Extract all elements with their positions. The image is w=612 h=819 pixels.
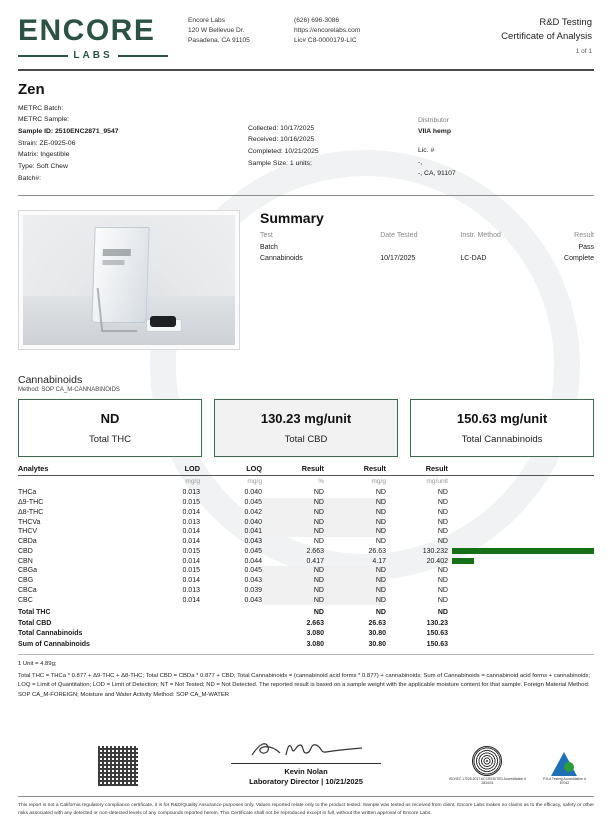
table-row (18, 595, 594, 605)
encore-labs-logo (18, 16, 168, 61)
cannabinoids-title: Cannabinoids (18, 374, 83, 387)
analyte-result-pct: ND (262, 507, 324, 517)
analyte-lod: 0.015 (182, 498, 200, 506)
analyte-bar-cell (448, 576, 594, 586)
col-bar-chart (448, 464, 594, 476)
signature-block (168, 735, 444, 786)
analyte-bar-cell (448, 537, 594, 547)
signature-mark-icon (168, 735, 444, 761)
analyte-name: CBDa (18, 538, 37, 546)
distributor-address-1: -, (418, 158, 423, 166)
iso-seal-icon (472, 746, 502, 776)
analyte-rows (18, 476, 594, 605)
date-completed: Completed: 10/21/2025 (248, 147, 319, 155)
analyte-loq: 0.042 (244, 508, 262, 516)
page-header (18, 0, 594, 61)
analyte-header-row (18, 464, 594, 476)
analyte-result-pct: ND (262, 498, 324, 508)
total-label: Total THC (18, 609, 51, 617)
unit-bar (448, 476, 594, 488)
document-title-block (501, 16, 594, 55)
analyte-lod: 0.014 (182, 577, 200, 585)
total-label: Sum of Cannabinoids (18, 640, 90, 648)
col-result-pct: Result (262, 464, 324, 476)
unit-analytes (18, 476, 138, 488)
analyte-bar-cell (448, 517, 594, 527)
analyte-result-mgg: ND (324, 498, 386, 508)
analyte-result-mgg: ND (375, 538, 386, 546)
cannabinoid-summary-boxes (18, 399, 594, 457)
total-mgg: ND (375, 609, 386, 617)
summary-table (260, 231, 594, 264)
unit-mgunit: mg/unit (426, 477, 448, 485)
col-analytes: Analytes (18, 464, 138, 476)
total-loq (200, 605, 262, 617)
total-thc-value: ND (100, 411, 120, 427)
table-bottom-divider (18, 654, 594, 655)
table-row (18, 546, 594, 556)
table-row (18, 498, 594, 508)
summary-col-method: Instr. Method (460, 232, 501, 240)
signatory-name: Kevin Nolan (284, 766, 328, 776)
summary-date: 10/17/2025 (380, 255, 416, 263)
total-loq (200, 618, 262, 629)
pjla-logo-icon (551, 752, 577, 776)
summary-method: LC-DAD (460, 255, 487, 263)
distributor-info (418, 103, 456, 185)
definitions-note: Total THC = THCa * 0.877 + Δ9-THC + Δ8-THC; Total CBD = CBDa * 0.877 + CBD; Total Cannabinoids = (cannabinoid acid forms * 0.877) + cannabinoids; Sum of Cannabinoids = cannabinoid acid forms + cannabinoids; LOQ = Limit of Quantitation; LOD = Limit of Detection; NT = Not Tested; ND = Not Detected. The reported result is based on a sample weight with the applicable moisture content for that sample. Foreign Material Method: SOP CA_M-FOREIGN; Moisture and Water Activity Method: SOP CA_M-WATER (18, 672, 591, 698)
analyte-units-row (18, 476, 594, 488)
total-thc-box (18, 399, 202, 457)
unit-lod: mg/g (185, 477, 200, 485)
lab-city: Pasadena, CA 91105 (188, 37, 250, 45)
cannabinoids-method: Method: SOP CA_M-CANNABINOIDS (18, 387, 120, 394)
date-collected: Collected: 10/17/2025 (248, 124, 315, 132)
strain: Strain: ZE-0925-06 (18, 139, 76, 147)
iso-accreditation-badge (444, 746, 531, 786)
cannabinoids-section (18, 374, 594, 700)
analyte-bar-cell (448, 586, 594, 596)
analyte-name: CBGa (18, 567, 38, 575)
logo-subtext: LABS (73, 50, 113, 61)
table-row (18, 576, 594, 586)
analyte-bar-cell (448, 566, 594, 576)
analyte-result-pct: ND (313, 489, 324, 497)
pjla-caption: PJLA Testing Accreditation # 87042 (543, 776, 586, 786)
analyte-result-pct: ND (262, 527, 324, 537)
sample-photo-frame (18, 210, 240, 350)
sample-info (18, 103, 594, 185)
total-loq (200, 639, 262, 650)
total-cannabinoids-box (410, 399, 594, 457)
sample-dates (248, 103, 418, 185)
signature-row (18, 735, 594, 786)
summary-method (460, 242, 540, 253)
accreditation-badges (444, 746, 594, 786)
analyte-name: CBD (18, 547, 33, 555)
analyte-result-mgg: ND (324, 527, 386, 537)
total-row (18, 628, 594, 639)
total-mgg: 30.80 (368, 640, 386, 648)
total-pct: ND (313, 609, 324, 617)
table-row (18, 488, 594, 498)
total-mgunit: 150.63 (426, 630, 448, 638)
doc-type: R&D Testing (539, 17, 592, 28)
summary-header-row (260, 231, 594, 242)
analyte-result-mgg: 4.17 (372, 557, 386, 565)
analyte-lod: 0.013 (182, 489, 200, 497)
lab-name: Encore Labs (188, 17, 226, 24)
total-mgg: 30.80 (368, 630, 386, 638)
distributor-license-label: Lic. # (418, 146, 435, 154)
lab-contact (280, 16, 430, 47)
sample-info-left (18, 103, 248, 185)
analyte-lod: 0.013 (182, 518, 200, 526)
table-row (18, 566, 594, 576)
analyte-bar-cell (448, 527, 594, 537)
total-label: Total Cannabinoids (18, 630, 83, 638)
total-row (18, 618, 594, 629)
metrc-sample: METRC Sample: (18, 116, 69, 124)
analyte-name: Δ9-THC (18, 498, 44, 506)
analyte-lod: 0.014 (182, 557, 200, 565)
analyte-result-mgunit: ND (437, 489, 448, 497)
table-row (18, 527, 594, 537)
total-bar (448, 639, 594, 650)
analyte-lod: 0.014 (182, 528, 200, 536)
analyte-result-pct: 0.417 (306, 557, 324, 565)
date-received: Received: 10/16/2025 (248, 136, 315, 144)
iso-caption: ISO/IEC 17025:2017 ACCREDITED Accreditation # 2834/01 (448, 776, 527, 786)
analyte-lod: 0.014 (182, 596, 200, 604)
total-mgunit: 150.63 (426, 640, 448, 648)
total-cbd-label: Total CBD (284, 434, 328, 446)
logo-rule-right (118, 55, 168, 57)
col-result-mgg: Result (324, 464, 386, 476)
summary-result: Complete (564, 255, 594, 263)
lab-license: Lic# C8-0000179-LIC (294, 37, 357, 45)
analyte-result-mgunit: ND (437, 567, 448, 575)
table-row (260, 242, 594, 253)
lab-phone: (626) 696-3086 (294, 17, 340, 24)
sample-size: Sample Size: 1 units; (248, 159, 312, 167)
logo-rule-left (18, 55, 68, 57)
total-bar (448, 628, 594, 639)
total-cannabinoids-value: 150.63 mg/unit (456, 411, 548, 427)
analyte-lod: 0.014 (182, 538, 200, 546)
analyte-loq: 0.045 (244, 567, 262, 575)
analyte-bar-cell (448, 488, 594, 498)
total-cbd-value: 130.23 mg/unit (260, 411, 352, 427)
matrix: Matrix: Ingestible (18, 151, 70, 159)
distributor-label: Distributor (418, 116, 449, 124)
analyte-name: CBG (18, 577, 34, 585)
analyte-loq: 0.039 (244, 587, 262, 594)
analyte-loq: 0.045 (244, 498, 262, 506)
total-mgunit: ND (437, 609, 448, 617)
total-loq (200, 628, 262, 639)
analyte-name: THCa (18, 489, 37, 497)
cannabinoids-footnote (18, 660, 594, 700)
signature-line (231, 763, 381, 764)
analyte-bar (452, 558, 474, 564)
photo-stand (97, 288, 138, 332)
analyte-result-mgunit: ND (437, 587, 448, 594)
analyte-lod: 0.015 (182, 567, 200, 575)
total-mgg: 26.63 (368, 619, 386, 627)
summary-col-result: Result (574, 232, 594, 240)
analyte-bar-cell (448, 556, 594, 566)
distributor-name: VIIA hemp (418, 128, 451, 136)
summary-test: Cannabinoids (260, 255, 303, 263)
total-row (18, 605, 594, 617)
analyte-result-mgunit: 130.232 (422, 547, 448, 555)
unit-mgg: mg/g (371, 477, 386, 485)
analyte-loq: 0.044 (244, 557, 262, 565)
total-pct: 3.080 (306, 640, 324, 648)
table-row (18, 537, 594, 547)
analyte-name: CBC (18, 596, 33, 604)
analyte-loq: 0.041 (244, 528, 262, 536)
analyte-result-mgg: ND (324, 576, 386, 586)
summary-result: Pass (578, 244, 594, 252)
total-cannabinoids-label: Total Cannabinoids (461, 434, 543, 446)
analyte-loq: 0.043 (244, 538, 262, 546)
summary-col-test: Test (260, 232, 273, 240)
col-lod: LOD (138, 464, 200, 476)
analyte-name: CBCa (18, 587, 37, 594)
analyte-bar-cell (448, 595, 594, 605)
product-type: Type: Soft Chew (18, 163, 68, 171)
analyte-result-mgunit: ND (437, 577, 448, 585)
analyte-result-mgg: ND (324, 507, 386, 517)
analyte-result-pct: 2.663 (306, 547, 324, 555)
metrc-batch: METRC Batch: (18, 104, 64, 112)
analyte-loq: 0.040 (244, 518, 262, 526)
summary-heading: Summary (260, 210, 324, 227)
total-lod (138, 639, 200, 650)
summary-date (380, 242, 460, 253)
analyte-result-mgunit: ND (437, 518, 448, 526)
table-row (18, 517, 594, 527)
total-thc-label: Total THC (88, 434, 132, 446)
doc-title: Certificate of Analysis (501, 30, 592, 42)
analyte-loq: 0.043 (244, 577, 262, 585)
total-cbd-box (214, 399, 398, 457)
unit-conversion-note: 1 Unit = 4.89g; (18, 661, 57, 668)
lab-address (168, 16, 280, 47)
total-bar (448, 618, 594, 629)
summary-section (240, 210, 594, 350)
analyte-totals (18, 605, 594, 649)
distributor-address-2: -, CA, 91107 (418, 170, 456, 178)
analyte-result-mgg: ND (324, 586, 386, 596)
total-label: Total CBD (18, 619, 52, 627)
total-lod (138, 605, 200, 617)
analyte-loq: 0.045 (244, 547, 262, 555)
table-row (18, 507, 594, 517)
analyte-name: THCV (18, 528, 38, 536)
analyte-name: Δ8-THC (18, 508, 44, 516)
total-row (18, 639, 594, 650)
analyte-bar-cell (448, 507, 594, 517)
header-divider (18, 69, 594, 71)
total-mgunit: 130.23 (426, 619, 448, 627)
total-pct: 2.663 (306, 619, 324, 627)
cannabinoids-table (18, 464, 594, 649)
qr-code-wrap[interactable] (18, 746, 168, 786)
analyte-result-pct: ND (262, 517, 324, 527)
analyte-result-mgg: 26.63 (368, 547, 386, 555)
total-pct: 3.080 (306, 630, 324, 638)
analyte-result-mgunit: 20.402 (426, 557, 448, 565)
analyte-result-pct: ND (262, 576, 324, 586)
analyte-result-mgunit: ND (437, 508, 448, 516)
analyte-result-mgg: ND (324, 595, 386, 605)
analyte-bar (452, 548, 594, 554)
summary-col-date: Date Tested (380, 232, 418, 240)
logo-wordmark: ENCORE (18, 14, 156, 47)
analyte-result-mgg: ND (324, 517, 386, 527)
sample-photo (23, 215, 235, 345)
analyte-loq: 0.043 (244, 596, 262, 604)
analyte-name: CBN (18, 557, 33, 565)
footer-divider (18, 796, 594, 797)
analyte-result-mgunit: ND (437, 498, 448, 506)
analyte-result-pct: ND (262, 595, 324, 605)
lab-street: 120 W Bellevue Dr. (188, 27, 245, 35)
signatory-role: Laboratory Director | 10/21/2025 (249, 776, 363, 786)
pjla-accreditation-badge (539, 752, 590, 786)
table-row (260, 253, 594, 264)
legal-disclaimer: This report is not a California regulatory compliance certificate, it is for R&D/Quality Assurance purposes only. Values reported relate only to the product tested. Sample was tested as received from client. Encore Labs makes no claims as to the efficacy, safety or other risks associated with any detected or non-detected levels of any compounds reported herein. This Certificate shall not be reproduced except in full, without the written approval of Encore Labs. (18, 802, 594, 817)
unit-loq: mg/g (247, 477, 262, 485)
analyte-result-mgunit: ND (437, 596, 448, 604)
table-row (18, 556, 594, 566)
analyte-result-mgg: ND (324, 566, 386, 576)
analyte-result-mgunit: ND (437, 538, 448, 546)
analyte-result-mgunit: ND (437, 528, 448, 536)
total-bar (448, 605, 594, 617)
summary-test: Batch (260, 244, 278, 252)
batch-number: Batch#: (18, 174, 42, 182)
lab-website-link[interactable]: https://encorelabs.com (294, 27, 361, 35)
analyte-lod: 0.014 (182, 508, 200, 516)
analyte-result-pct: ND (262, 566, 324, 576)
unit-pct: % (318, 477, 324, 485)
total-lod (138, 618, 200, 629)
analyte-lod: 0.013 (182, 587, 200, 594)
photo-soft-chew (150, 316, 175, 328)
sample-divider (18, 195, 594, 196)
analyte-result-pct: ND (262, 586, 324, 596)
analyte-result-pct: ND (313, 538, 324, 546)
page-number: 1 of 1 (575, 47, 592, 55)
photo-summary-row (18, 210, 594, 350)
analyte-result-mgg: ND (375, 489, 386, 497)
col-result-mgunit: Result (386, 464, 448, 476)
analyte-bar-cell (448, 546, 594, 556)
analyte-loq: 0.040 (244, 489, 262, 497)
table-row (18, 586, 594, 596)
analyte-lod: 0.015 (182, 547, 200, 555)
qr-code-icon[interactable] (98, 746, 138, 786)
sample-id: Sample ID: 2510ENC2871_9547 (18, 127, 119, 135)
analyte-bar-cell (448, 498, 594, 508)
analyte-name: THCVa (18, 518, 41, 526)
col-loq: LOQ (200, 464, 262, 476)
total-lod (138, 628, 200, 639)
product-name: Zen (18, 80, 45, 98)
